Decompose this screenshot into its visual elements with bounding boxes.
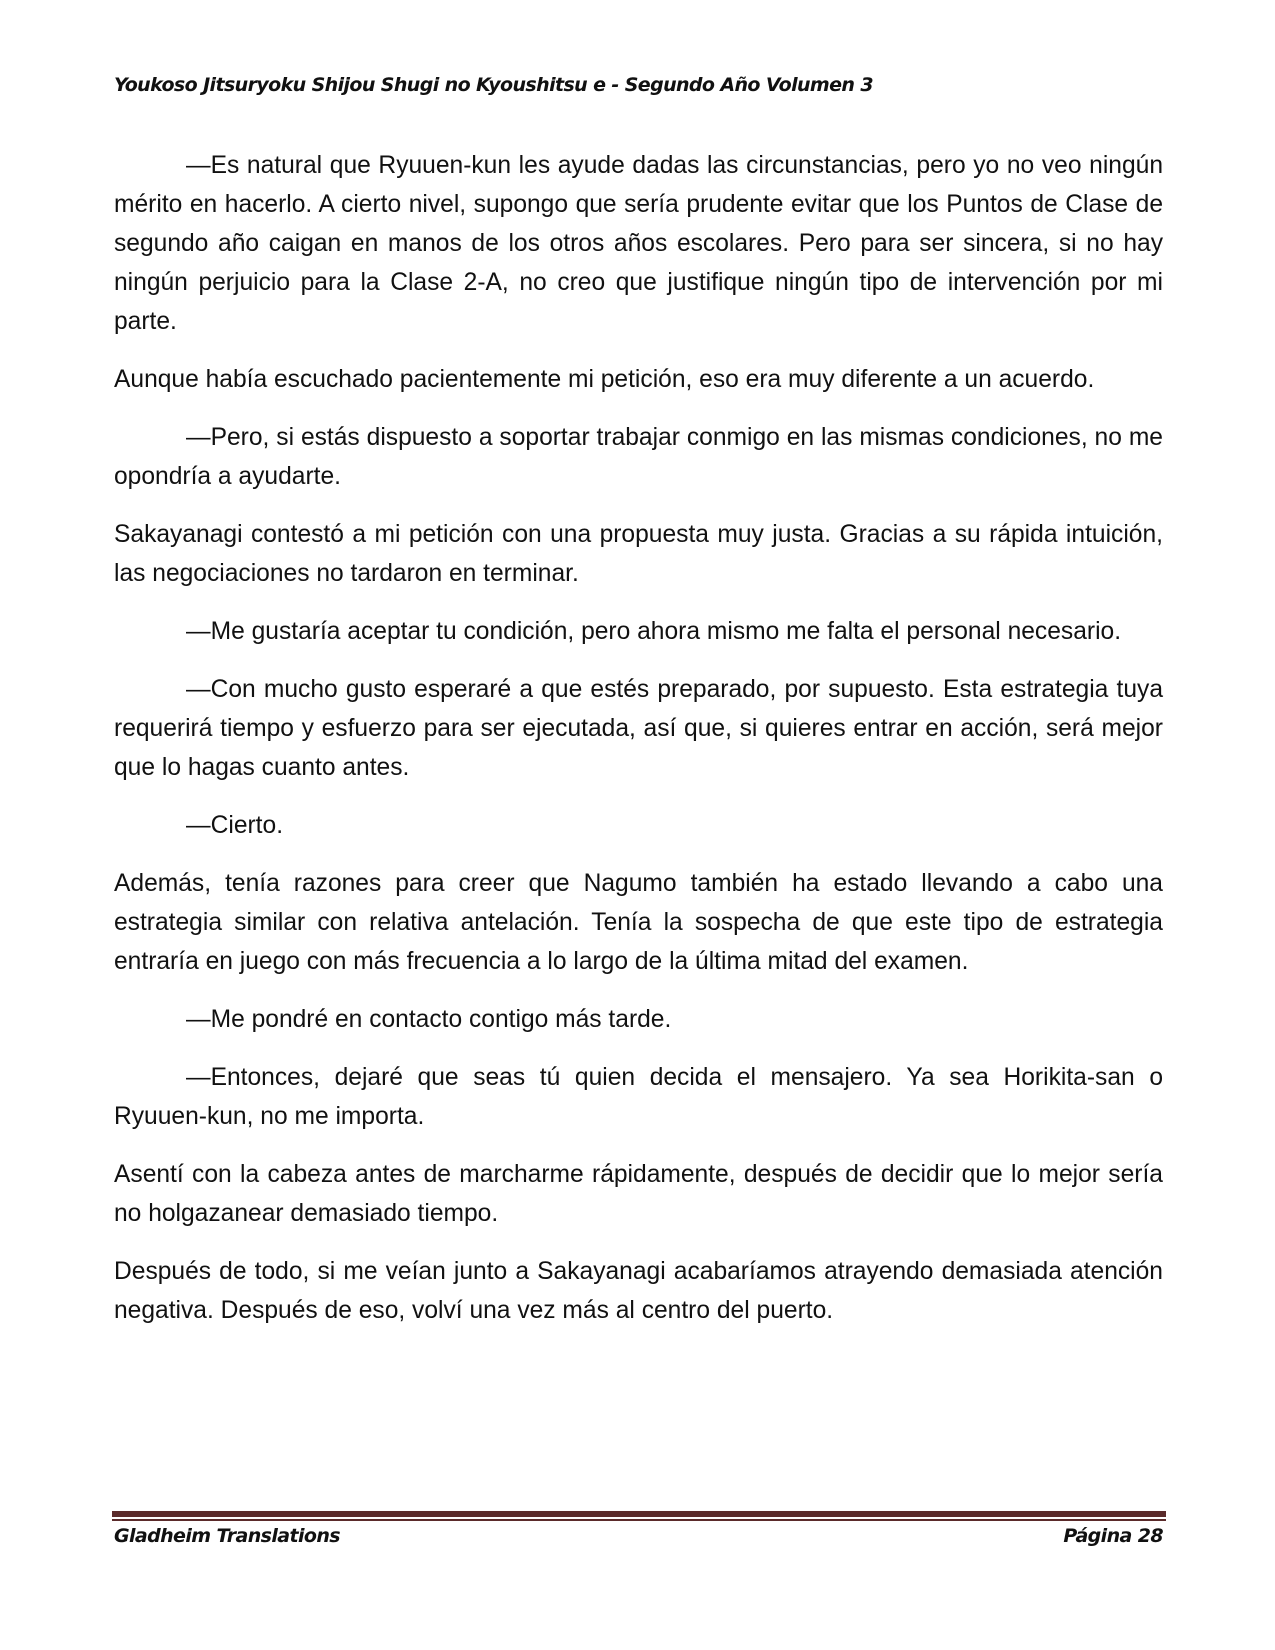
paragraph: —Es natural que Ryuuen-kun les ayude dadas las circunstancias, pero yo no veo ningún mérito en hacerlo. A cierto nivel, supongo que sería prudente evitar que los Puntos de Clase de segundo año caigan en manos de los otros años escolares. Pero para ser sincera, si no hay ningún perjuicio para la Clase 2-A, no creo que justifique ningún tipo de intervención por mi parte. bbox=[114, 152, 1163, 335]
paragraph: Sakayanagi contestó a mi petición con una propuesta muy justa. Gracias a su rápida intuición, las negociaciones no tardaron en terminar. bbox=[114, 521, 1163, 587]
paragraph: Además, tenía razones para creer que Nagumo también ha estado llevando a cabo una estrategia similar con relativa antelación. Tenía la sospecha de que este tipo de estrategia entraría en juego con más frecuencia a lo largo de la última mitad del examen. bbox=[114, 870, 1163, 975]
paragraph: Después de todo, si me veían junto a Sakayanagi acabaríamos atrayendo demasiada atención negativa. Después de eso, volví una vez más al centro del puerto. bbox=[114, 1258, 1163, 1324]
paragraph: —Me pondré en contacto contigo más tarde. bbox=[186, 1006, 672, 1033]
footer-divider-thick bbox=[112, 1511, 1166, 1517]
paragraph: —Cierto. bbox=[186, 812, 284, 839]
paragraph: Asentí con la cabeza antes de marcharme rápidamente, después de decidir que lo mejor sería no holgazanear demasiado tiempo. bbox=[114, 1161, 1163, 1227]
paragraph: Aunque había escuchado pacientemente mi petición, eso era muy diferente a un acuerdo. bbox=[114, 366, 1095, 393]
paragraph: —Entonces, dejaré que seas tú quien decida el mensajero. Ya sea Horikita-san o Ryuuen-kun, no me importa. bbox=[114, 1064, 1163, 1130]
footer-translator: Gladheim Translations bbox=[114, 1525, 340, 1547]
page-body bbox=[114, 146, 1163, 1349]
footer-divider-thin bbox=[112, 1519, 1166, 1521]
paragraph: —Con mucho gusto esperaré a que estés preparado, por supuesto. Esta estrategia tuya requerirá tiempo y esfuerzo para ser ejecutada, así que, si quieres entrar en acción, será mejor que lo hagas cuanto antes. bbox=[114, 676, 1163, 781]
paragraph: —Pero, si estás dispuesto a soportar trabajar conmigo en las mismas condiciones, no me opondría a ayudarte. bbox=[114, 424, 1163, 490]
page-header-title: Youkoso Jitsuryoku Shijou Shugi no Kyoushitsu e - Segundo Año Volumen 3 bbox=[114, 74, 873, 96]
paragraph: —Me gustaría aceptar tu condición, pero ahora mismo me falta el personal necesario. bbox=[186, 618, 1122, 645]
footer-page-number: Página 28 bbox=[1063, 1525, 1163, 1547]
